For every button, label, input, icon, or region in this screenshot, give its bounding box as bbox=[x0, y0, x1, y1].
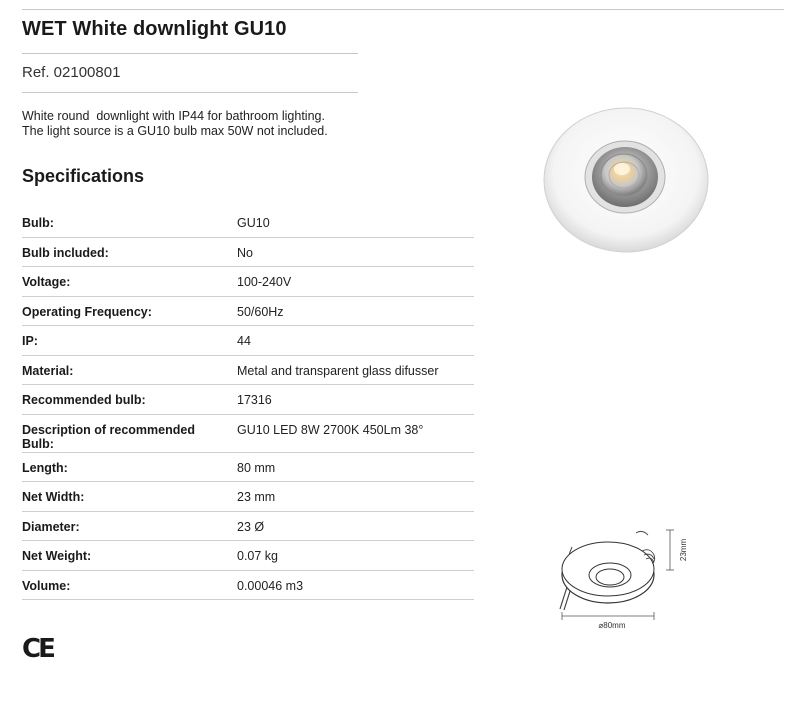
spec-label: Volume: bbox=[22, 578, 71, 593]
spec-row bbox=[22, 453, 474, 483]
description-line: White round downlight with IP44 for bathroom lighting. bbox=[22, 109, 325, 123]
height-dimension-label: 23mm bbox=[679, 538, 688, 562]
spec-row bbox=[22, 571, 474, 601]
spec-label: Bulb included: bbox=[22, 245, 109, 260]
spec-label: Bulb: bbox=[22, 216, 54, 230]
spec-value: Metal and transparent glass difusser bbox=[237, 363, 439, 378]
spec-value: No bbox=[237, 245, 253, 260]
spec-value: 100-240V bbox=[237, 275, 292, 289]
spec-value: 23 mm bbox=[237, 490, 276, 504]
ce-mark-icon: CE bbox=[22, 634, 53, 664]
spec-label: Recommended bulb: bbox=[22, 393, 146, 407]
spec-row bbox=[22, 297, 474, 327]
product-ref: Ref. 02100801 bbox=[22, 64, 121, 81]
spec-row bbox=[22, 482, 474, 512]
spec-value: GU10 LED 8W 2700K 450Lm 38° bbox=[237, 422, 424, 437]
product-title: WET White downlight GU10 bbox=[22, 18, 287, 40]
spec-row bbox=[22, 385, 474, 415]
spec-row bbox=[22, 541, 474, 571]
spec-row bbox=[22, 415, 474, 453]
ref-divider bbox=[22, 92, 358, 93]
specifications-table bbox=[22, 208, 474, 600]
title-divider bbox=[22, 53, 358, 54]
spec-row bbox=[22, 238, 474, 268]
spec-value: 80 mm bbox=[237, 460, 276, 475]
spec-value: 0.00046 m3 bbox=[237, 578, 304, 593]
specifications-heading: Specifications bbox=[22, 166, 145, 186]
spec-label: Material: bbox=[22, 363, 74, 378]
spec-row bbox=[22, 208, 474, 238]
technical-drawing bbox=[550, 525, 700, 635]
product-description bbox=[22, 109, 328, 139]
spec-label: Net Width: bbox=[22, 490, 85, 504]
spec-row bbox=[22, 326, 474, 356]
spec-value: 23 Ø bbox=[237, 519, 265, 534]
spec-row bbox=[22, 267, 474, 297]
description-line: The light source is a GU10 bulb max 50W not included. bbox=[22, 124, 328, 138]
spec-value: 17316 bbox=[237, 393, 272, 407]
spec-label: Net Weight: bbox=[22, 549, 92, 563]
spec-label: Length: bbox=[22, 460, 68, 475]
spec-label: Voltage: bbox=[22, 275, 71, 289]
spec-row bbox=[22, 356, 474, 386]
spec-label: IP: bbox=[22, 334, 38, 348]
spec-label: Description of recommended Bulb: bbox=[22, 422, 195, 451]
spec-value: 44 bbox=[237, 334, 251, 348]
spec-label: Diameter: bbox=[22, 519, 80, 534]
spec-label: Operating Frequency: bbox=[22, 304, 152, 319]
spec-row bbox=[22, 512, 474, 542]
diameter-dimension-label: ⌀80mm bbox=[598, 621, 626, 630]
spec-value: 0.07 kg bbox=[237, 549, 279, 563]
spec-value: GU10 bbox=[237, 216, 270, 230]
top-divider bbox=[22, 9, 784, 10]
product-photo bbox=[540, 105, 710, 265]
spec-value: 50/60Hz bbox=[237, 304, 284, 319]
